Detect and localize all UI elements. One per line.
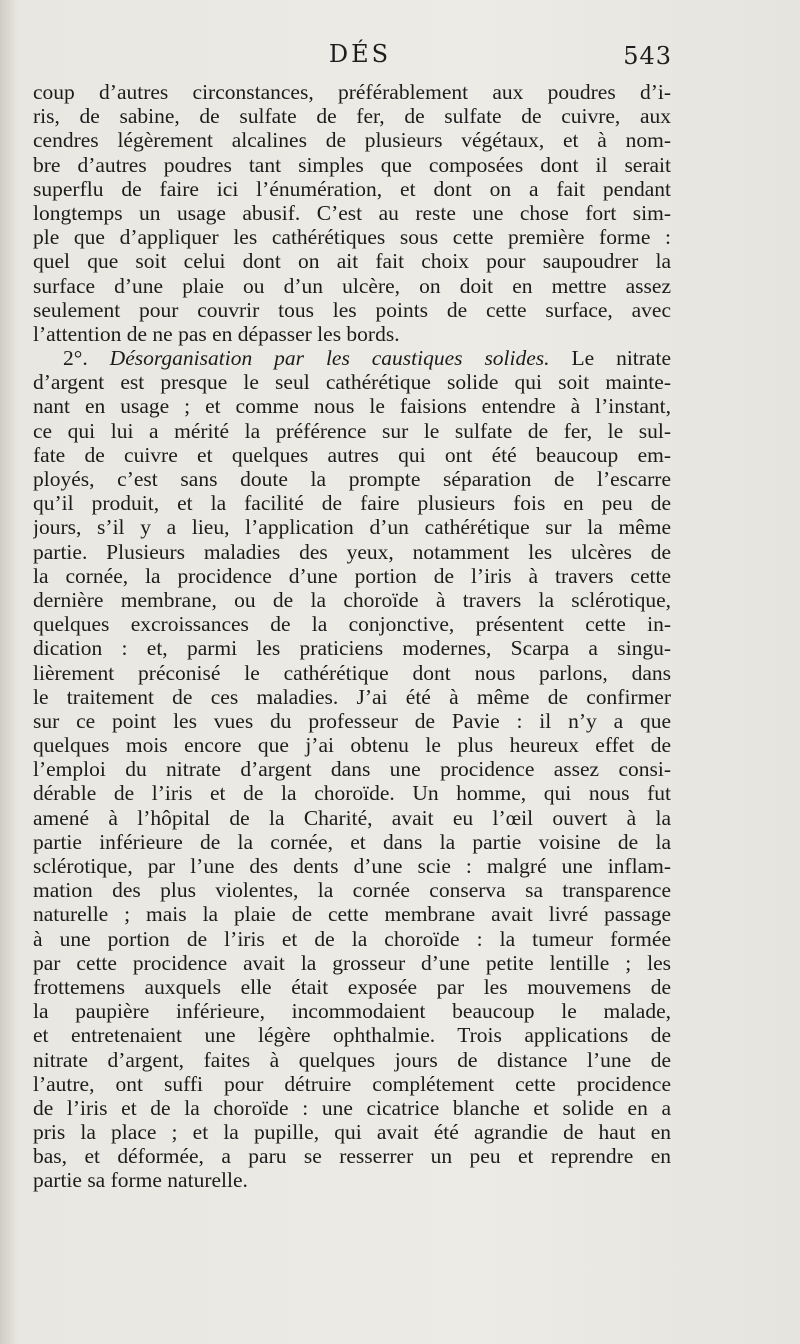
paragraph-2-line: la paupière inférieure, incommodaient beaucoup le malade, <box>33 999 671 1024</box>
paragraph-2-line: qu’il produit, et la facilité de faire plusieurs fois en peu de <box>33 491 671 516</box>
paragraph-2-line: jours, s’il y a lieu, l’application d’un cathérétique sur la même <box>33 515 671 540</box>
paragraph-2-line: bas, et déformée, a paru se resserrer un peu et reprendre en <box>33 1144 671 1169</box>
page-header <box>0 40 800 80</box>
paragraph-2-line: ce qui lui a mérité la préférence sur le sulfate de fer, le sul- <box>33 418 671 443</box>
paragraph-1-line: longtemps un usage abusif. C’est au reste une chose fort sim- <box>33 200 671 225</box>
paragraph-2-heading: Désorganisation par les caustiques solides. <box>109 346 550 371</box>
paragraph-2-line: quelques mois encore que j’ai obtenu le plus heureux effet de <box>33 733 671 758</box>
paragraph-2-line: dernière membrane, ou de la choroïde à travers la sclérotique, <box>33 587 671 612</box>
paragraph-2-line: partie inférieure de la cornée, et dans la partie voisine de la <box>33 829 671 854</box>
paragraph-1-line: cendres légèrement alcalines de plusieurs végétaux, et à nom- <box>33 128 671 153</box>
paragraph-1-line: coup d’autres circonstances, préférablement aux poudres d’i- <box>33 80 671 104</box>
paragraph-2-line: d’argent est presque le seul cathérétique solide qui soit mainte- <box>33 370 671 395</box>
paragraph-2-line: partie. Plusieurs maladies des yeux, notamment les ulcères de <box>33 539 671 564</box>
paragraph-1-line: ple que d’appliquer les cathérétiques sous cette première forme : <box>33 225 671 250</box>
paragraph-2-line: dérable de l’iris et de la choroïde. Un homme, qui nous fut <box>33 781 671 806</box>
paragraph-2-line: nitrate d’argent, faites à quelques jours de distance l’une de <box>33 1047 671 1072</box>
paragraph-2-number: 2°. <box>63 346 88 371</box>
paragraph-2-line: quelques excroissances de la conjonctive, présentent cette in- <box>33 612 671 637</box>
paragraph-2-line: frottemens auxquels elle était exposée par les mouvemens de <box>33 974 671 999</box>
paragraph-1-line: superflu de faire ici l’énumération, et dont on a fait pendant <box>33 176 671 201</box>
paragraph-2-line: la cornée, la procidence d’une portion de l’iris à travers cette <box>33 563 671 588</box>
paragraph-2-line: sclérotique, par l’une des dents d’une scie : malgré une inflam- <box>33 854 671 878</box>
paragraph-2-line: de l’iris et de la choroïde : une cicatrice blanche et solide en a <box>33 1095 671 1120</box>
paragraph-2-first-rest: Le nitrate <box>549 346 671 371</box>
paragraph-2-line: dication : et, parmi les praticiens modernes, Scarpa a singu- <box>33 636 671 661</box>
paragraph-1-line: ris, de sabine, de sulfate de fer, de sulfate de cuivre, aux <box>33 104 671 129</box>
paragraph-2-line: l’emploi du nitrate d’argent dans une procidence assez consi- <box>33 757 671 782</box>
paragraph-2-line: amené à l’hôpital de la Charité, avait eu l’œil ouvert à la <box>33 805 671 830</box>
page-number: 543 <box>623 42 672 70</box>
body-text <box>33 80 671 1193</box>
paragraph-2-line: mation des plus violentes, la cornée conserva sa transparence <box>33 878 671 903</box>
paragraph-2-line: par cette procidence avait la grosseur d’une petite lentille ; les <box>33 950 671 975</box>
paragraph-2-line: à une portion de l’iris et de la choroïde : la tumeur formée <box>33 926 671 951</box>
paragraph-2-line: naturelle ; mais la plaie de cette membrane avait livré passage <box>33 902 671 927</box>
paragraph-1-line: seulement pour couvrir tous les points de cette surface, avec <box>33 297 671 322</box>
paragraph-1-line: quel que soit celui dont on ait fait choix pour saupoudrer la <box>33 249 671 274</box>
paragraph-1-line: surface d’une plaie ou d’un ulcère, on doit en mettre assez <box>33 273 671 298</box>
paragraph-2-line: partie sa forme naturelle. <box>33 1168 248 1193</box>
paragraph-2-line: pris la place ; et la pupille, qui avait été agrandie de haut en <box>33 1120 671 1145</box>
paragraph-2-line: le traitement de ces maladies. J’ai été à même de confirmer <box>33 684 671 709</box>
paragraph-2-first-line <box>33 346 671 370</box>
running-head: DÉS <box>328 40 392 68</box>
paragraph-1-line: l’attention de ne pas en dépasser les bords. <box>33 321 400 346</box>
paragraph-2-line: fate de cuivre et quelques autres qui ont été beaucoup em- <box>33 442 671 467</box>
paragraph-2-line: sur ce point les vues du professeur de Pavie : il n’y a que <box>33 708 671 733</box>
paragraph-2-line: l’autre, ont suffi pour détruire complétement cette procidence <box>33 1071 671 1096</box>
paragraph-2-line: nant en usage ; et comme nous le faisions entendre à l’instant, <box>33 394 671 419</box>
paragraph-2-line: lièrement préconisé le cathérétique dont nous parlons, dans <box>33 660 671 685</box>
paragraph-2 <box>33 346 671 1193</box>
paragraph-1-line: bre d’autres poudres tant simples que composées dont il serait <box>33 152 671 177</box>
paragraph-1 <box>33 80 671 346</box>
paragraph-2-line: ployés, c’est sans doute la prompte séparation de l’escarre <box>33 467 671 491</box>
paragraph-2-line: et entretenaient une légère ophthalmie. Trois applications de <box>33 1023 671 1048</box>
